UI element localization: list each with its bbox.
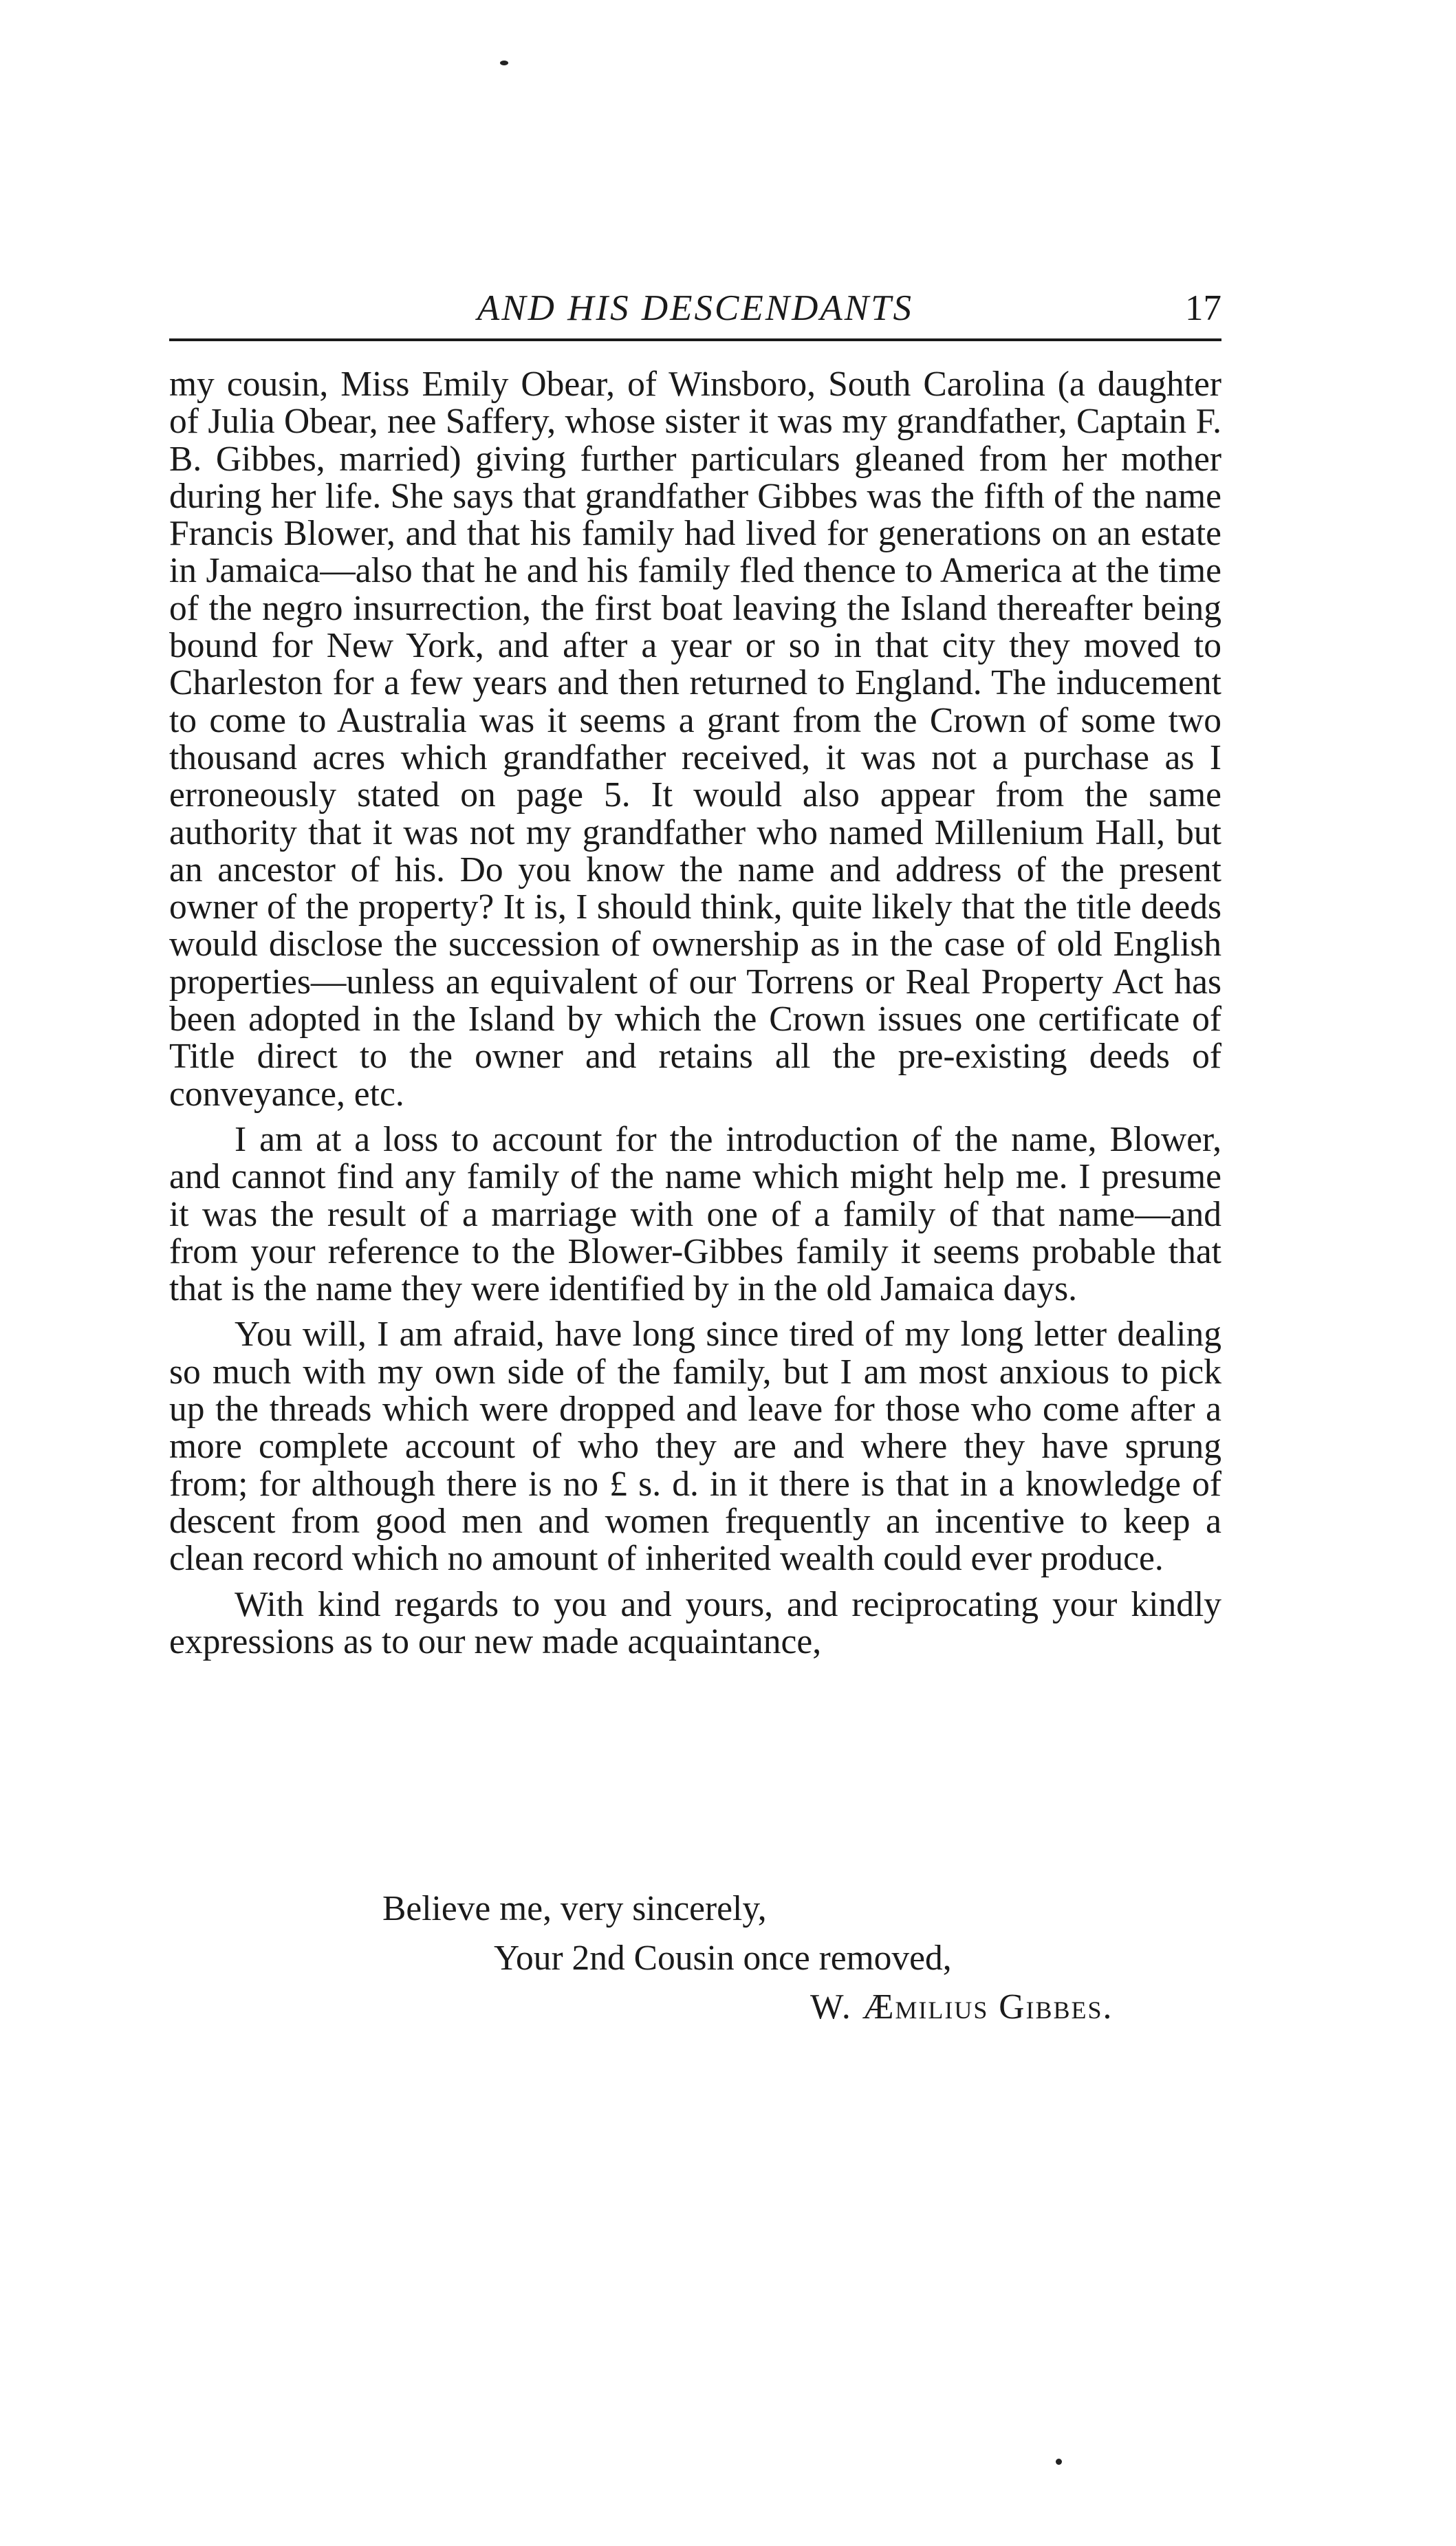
closing-cousin: Your 2nd Cousin once removed,: [494, 1939, 952, 1978]
paragraph-continuation: my cousin, Miss Emily Obear, of Winsboro, South Carolina (a daughter of Julia Obear, nee Saffery, whose sister it was my grandfather, Captain F. B. Gibbes, married) giving further particulars gleaned from her mother during her life. She says that grandfather Gibbes was the fifth of the name Francis Blower, and that his family had lived for generations on an estate in Jamaica—also that he and his family fled thence to America at the time of the negro insurrection, the first boat leaving the Island thereafter being bound for New York, and after a year or so in that city they moved to Charleston for a few years and then returned to England. The inducement to come to Australia was it seems a grant from the Crown of some two thousand acres which grandfather received, it was not a purchase as I erroneously stated on page 5. It would also appear from the same authority that it was not my grandfather who named Millenium Hall, but an ancestor of his. Do you know the name and address of the present owner of the property? It is, I should think, quite likely that the title deeds would disclose the succession of ownership as in the case of old English properties—unless an equivalent of our Torrens or Real Property Act has been adopted in the Island by which the Crown issues one certificate of Title direct to the owner and retains all the pre-existing deeds of conveyance, etc.: [169, 365, 1221, 1114]
closing-believe-me: Believe me, very sincerely,: [382, 1889, 767, 1928]
signature: W. Æmilius Gibbes.: [810, 1987, 1113, 2027]
paragraph-kind-regards: With kind regards to you and yours, and reciprocating your kindly expressions as to our new made acquaintance,: [169, 1584, 1221, 1661]
ink-speck-bottom: [1056, 2459, 1062, 2465]
page-number: 17: [1185, 288, 1221, 328]
page-header: [169, 282, 1221, 341]
running-head: AND HIS DESCENDANTS: [477, 288, 914, 328]
paragraph-blower-name: I am at a loss to account for the introduction of the name, Blower, and cannot find any family of the name which might help me. I presume it was the result of a marriage with one of a family of that name—and from your reference to the Blower-Gibbes family it seems probable that that is the name they were identified by in the old Jamaica days.: [169, 1119, 1221, 1309]
ink-speck-top: [500, 61, 508, 65]
letter-body: [169, 366, 1221, 1661]
paragraph-long-letter: You will, I am afraid, have long since tired of my long letter dealing so much with my own side of the family, but I am most anxious to pick up the threads which were dropped and leave for those who come after a more complete account of who they are and where they have sprung from; for although there is no £ s. d. in it there is that in a knowledge of descent from good men and women frequently an incentive to keep a clean record which no amount of inherited wealth could ever produce.: [169, 1315, 1221, 1579]
